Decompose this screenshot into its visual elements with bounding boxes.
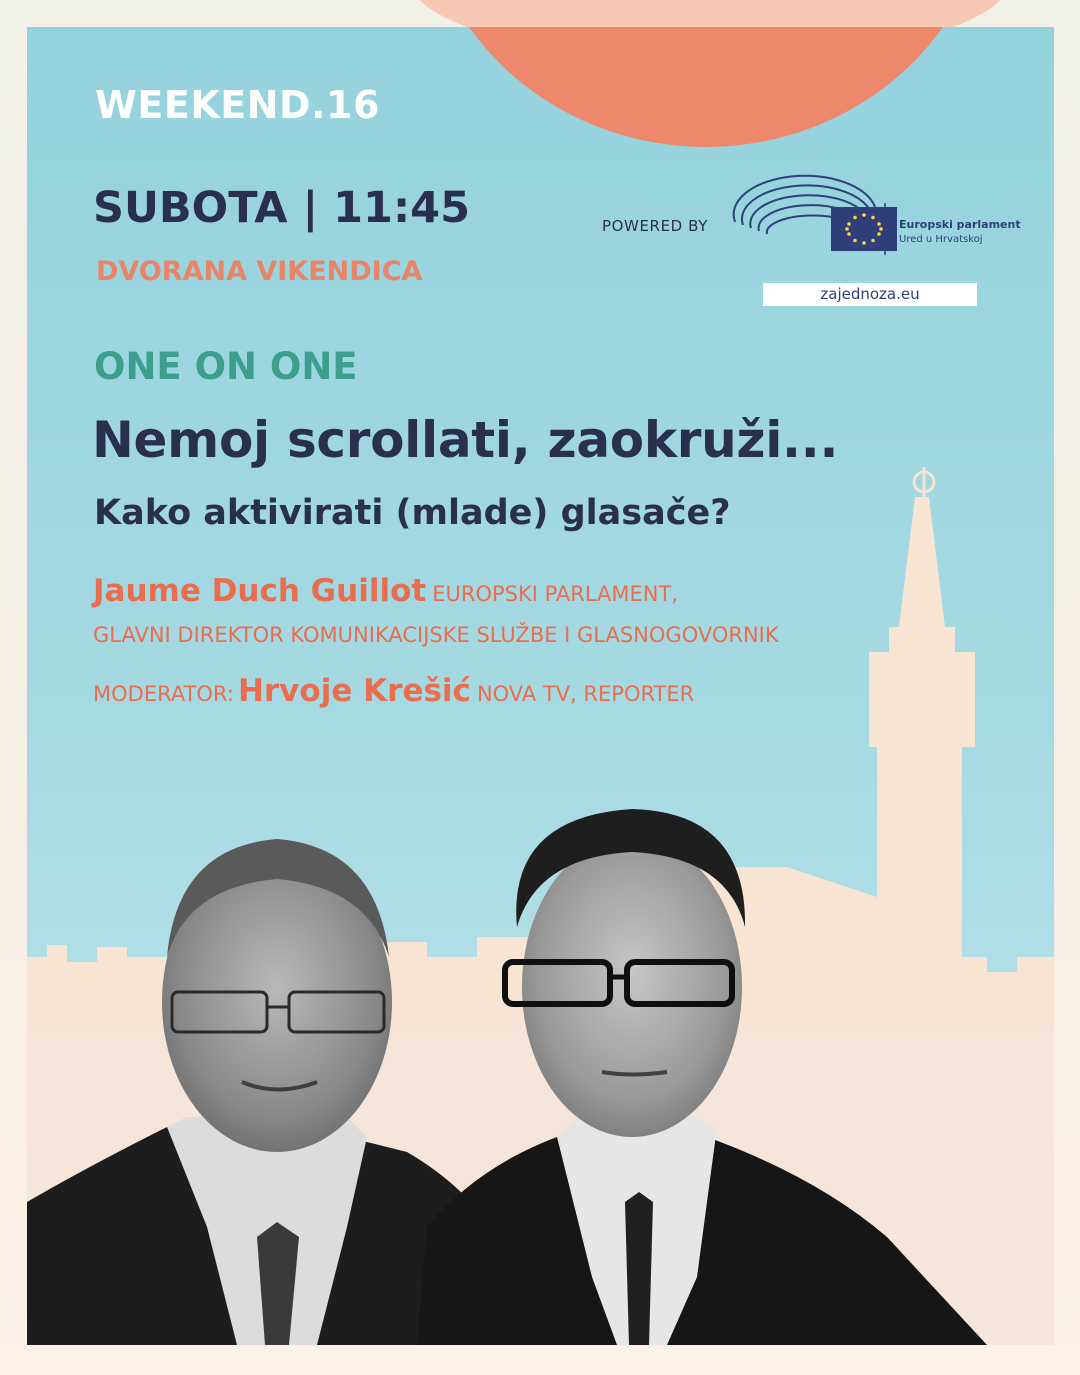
moderator-label: MODERATOR: xyxy=(93,682,234,706)
moderator-line xyxy=(93,673,694,709)
event-venue: DVORANA VIKENDICA xyxy=(96,256,423,287)
speaker-line xyxy=(93,573,678,609)
speaker-role-line1: EUROPSKI PARLAMENT, xyxy=(432,582,679,606)
moderator-role: NOVA TV, REPORTER xyxy=(476,682,695,706)
partner-url[interactable]: zajednoza.eu xyxy=(763,283,977,306)
speaker-role-line2: GLAVNI DIREKTOR KOMUNIKACIJSKE SLUŽBE I GLASNOGOVORNIK xyxy=(93,623,779,647)
sun-edge xyxy=(420,0,1020,27)
moderator-portrait xyxy=(417,809,987,1345)
event-day-time: SUBOTA | 11:45 xyxy=(93,183,471,233)
moderator-name: Hrvoje Krešić xyxy=(237,673,471,709)
speaker-name: Jaume Duch Guillot xyxy=(93,573,427,609)
partner-name: Europski parlament xyxy=(899,218,1021,231)
poster-panel xyxy=(27,27,1054,1345)
session-format: ONE ON ONE xyxy=(94,345,358,388)
partner-office: Ured u Hrvatskoj xyxy=(899,234,983,245)
event-edition: WEEKEND.16 xyxy=(95,83,380,127)
powered-by-label: POWERED BY xyxy=(602,217,709,235)
session-subtitle: Kako aktivirati (mlade) glasače? xyxy=(94,493,731,533)
session-title: Nemoj scrollati, zaokruži... xyxy=(92,411,839,469)
